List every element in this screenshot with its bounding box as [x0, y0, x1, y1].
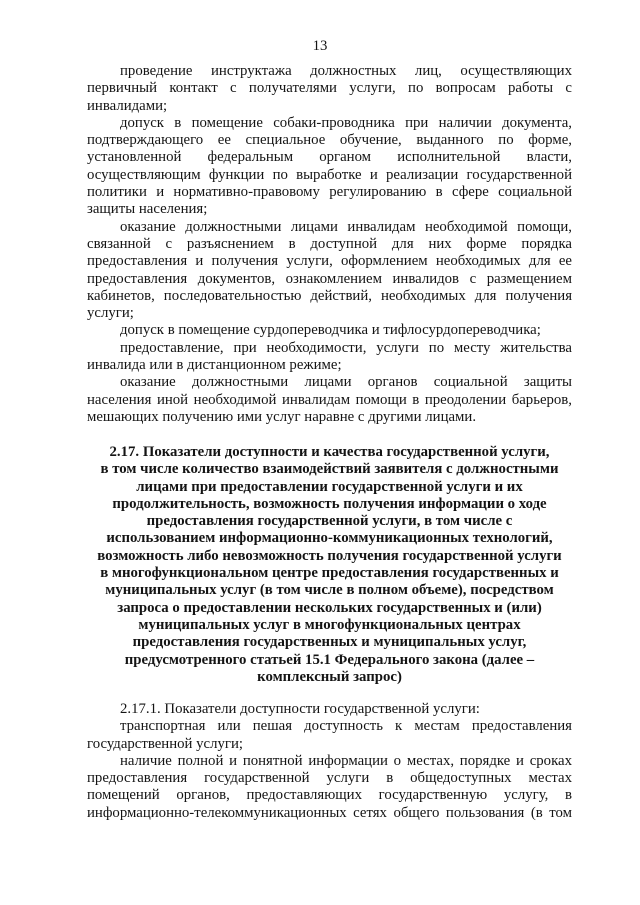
paragraph-line: проведение инструктажа должностных лиц, осуществляющих — [120, 63, 572, 79]
heading-line: запроса о предоставлении нескольких государственных и (или) — [117, 599, 542, 616]
paragraph — [87, 753, 572, 822]
paragraph-line: информационно-телекоммуникационных сетях общего пользования (в том — [87, 804, 572, 821]
paragraph-line: предоставления государственной услуги в общедоступных местах — [87, 770, 572, 787]
paragraph-line: кабинетов, последовательностью действий, необходимых для получения — [87, 287, 572, 304]
paragraph-line: наличие полной и понятной информации о местах, порядке и сроках — [120, 752, 572, 769]
paragraph-line: первичный контакт с получателями услуги, по вопросам работы с — [87, 80, 572, 97]
paragraph — [87, 115, 572, 219]
paragraph-line: подтверждающего ее специальное обучение, выданного по форме, — [87, 132, 572, 149]
paragraph-line: установленной федеральным органом исполнительной власти, — [87, 149, 572, 166]
page-number: 13 — [312, 38, 328, 54]
section-body — [87, 701, 572, 822]
heading-line: в многофункциональном центре предоставления государственных и — [100, 565, 559, 582]
paragraph — [87, 718, 572, 753]
paragraph-line: допуск в помещение сурдопереводчика и тифлосурдопереводчика; — [120, 322, 541, 339]
paragraph-line: оказание должностными лицами органов социальной защиты — [120, 374, 572, 391]
paragraph-line: политики и нормативно-правовому регулированию в сфере социальной — [87, 184, 572, 201]
heading-line: лицами при предоставлении государственной услуги и их — [136, 478, 523, 495]
paragraph-line: транспортная или пешая доступность к местам предоставления — [120, 718, 572, 735]
paragraph-line: предоставления документов, ознакомлением инвалидов с размещением — [87, 270, 572, 287]
paragraph-line: 2.17.1. Показатели доступности государственной услуги: — [120, 701, 480, 717]
paragraph-line: предоставления и получения услуги, оформлением необходимых для ее — [87, 253, 572, 270]
paragraph-line: связанной с разъяснением в доступной для них форме порядка — [87, 235, 572, 252]
paragraph-line: услуги; — [87, 305, 134, 322]
heading-line: муниципальных услуг в многофункциональных центрах — [138, 616, 521, 633]
heading-line: возможность либо невозможность получения государственной услуги — [97, 547, 562, 564]
paragraph-line: осуществляющим функции по выработке и реализации государственной — [87, 166, 572, 183]
heading-line: 2.17. Показатели доступности и качества государственной услуги, — [109, 444, 550, 460]
heading-line: использованием информационно-коммуникационных технологий, — [106, 530, 553, 547]
paragraph-line: помещений органов, предоставляющих государственную услугу, в — [87, 787, 572, 804]
heading-line: продолжительность, возможность получения информации о ходе — [112, 495, 547, 512]
heading-line: муниципальных услуг (в том числе в полном объеме), посредством — [105, 582, 554, 599]
paragraph-line: предоставление, при необходимости, услуги по месту жительства — [120, 339, 572, 356]
paragraph-line: государственной услуги; — [87, 735, 244, 752]
section-heading — [87, 444, 572, 686]
paragraph-line: инвалида или в дистанционном режиме; — [87, 357, 342, 374]
heading-line: комплексный запрос) — [257, 668, 402, 685]
paragraph — [87, 374, 572, 426]
heading-line: предоставления государственной услуги, в том числе с — [146, 513, 513, 530]
paragraph-line: населения иной необходимой инвалидам помощи в преодолении барьеров, — [87, 391, 572, 408]
paragraph-line: допуск в помещение собаки-проводника при наличии документа, — [120, 114, 572, 131]
accessibility-measures-list — [87, 63, 572, 426]
paragraph — [87, 322, 572, 339]
heading-line: в том числе количество взаимодействий заявителя с должностными — [100, 461, 559, 478]
paragraph-line: защиты населения; — [87, 201, 208, 218]
paragraph-line: оказание должностными лицами инвалидам необходимой помощи, — [120, 218, 572, 235]
paragraph — [87, 63, 572, 115]
paragraph-line: инвалидами; — [87, 97, 168, 114]
heading-line: предусмотренного статьей 15.1 Федерального закона (далее – — [124, 651, 535, 668]
paragraph — [87, 701, 572, 718]
paragraph — [87, 340, 572, 375]
paragraph — [87, 219, 572, 323]
heading-line: предоставления государственных и муниципальных услуг, — [132, 634, 527, 651]
paragraph-line: мешающих получению ими услуг наравне с другими лицами. — [87, 408, 477, 425]
